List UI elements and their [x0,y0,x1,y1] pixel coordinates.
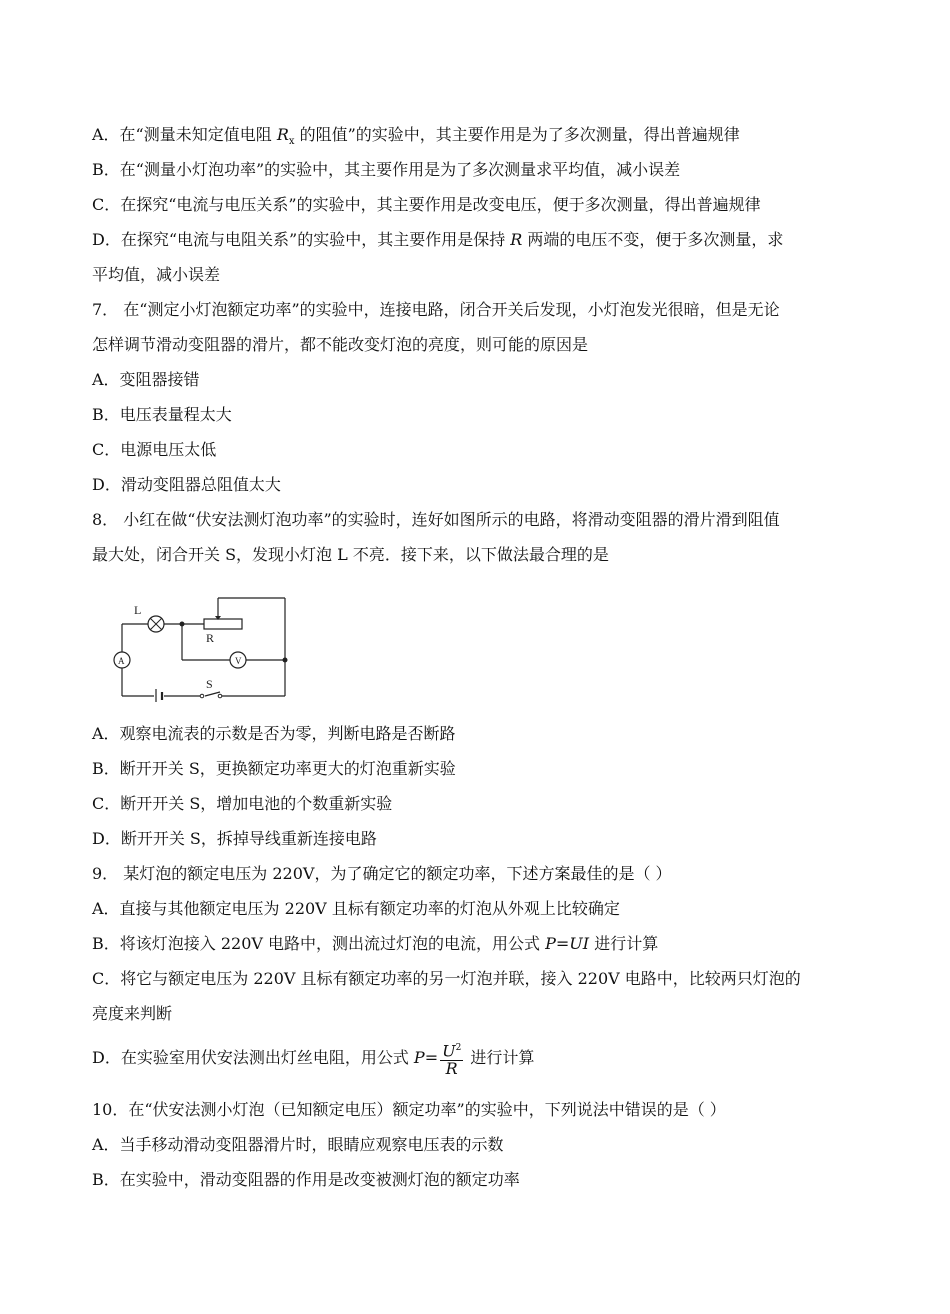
q7-option-c: C．电源电压太低 [92,440,217,459]
q8-option-d: D．断开开关 S，拆掉导线重新连接电路 [92,829,377,848]
q9-option-d: D．在实验室用伏安法测出灯丝电阻，用公式 P= $\frac{U^2}{R}$ 进行计算 [92,1041,535,1078]
rheostat [204,619,242,629]
q7-option-a: A．变阻器接错 [92,370,200,389]
ammeter-label: A [118,656,125,666]
q6-option-d-cont: 平均值，减小误差 [92,265,221,284]
q8-option-a: A．观察电流表的示数是否为零，判断电路是否断路 [92,724,456,743]
q7-option-b: B．电压表量程太大 [92,405,232,424]
rheostat-label: R [206,631,215,645]
power-formula-fraction: $\frac{U^2}{R}$ [442,1041,462,1078]
q8-stem-cont: 最大处，闭合开关 S，发现小灯泡 L 不亮．接下来，以下做法最合理的是 [92,545,609,564]
switch-label: S [206,677,213,691]
q8-option-c: C．断开开关 S，增加电池的个数重新实验 [92,794,393,813]
q6-option-d: D．在探究“电流与电阻关系”的实验中，其主要作用是保持 R 两端的电压不变，便于多次测量，求 [92,230,784,249]
switch [200,694,204,698]
q8-option-b: B．断开开关 S，更换额定功率更大的灯泡重新实验 [92,759,456,778]
q9-option-b: B．将该灯泡接入 220V 电路中，测出流过灯泡的电流，用公式 P=UI 进行计算 [92,934,659,953]
q8-stem: 8． 小红在做“伏安法测灯泡功率”的实验时，连好如图所示的电路，将滑动变阻器的滑片滑到阻值 [92,510,780,529]
q9-option-c-cont: 亮度来判断 [92,1004,173,1023]
q6-option-b: B．在“测量小灯泡功率”的实验中，其主要作用是为了多次测量求平均值，减小误差 [92,160,681,179]
q9-option-a: A．直接与其他额定电压为 220V 且标有额定功率的灯泡从外观上比较确定 [92,899,620,918]
q7-option-d: D．滑动变阻器总阻值太大 [92,475,281,494]
q7-stem: 7． 在“测定小灯泡额定功率”的实验中，连接电路，闭合开关后发现，小灯泡发光很暗，但是无论 [92,300,780,319]
q6-option-c: C．在探究“电流与电压关系”的实验中，其主要作用是改变电压，便于多次测量，得出普遍规律 [92,195,761,214]
q10-option-b: B．在实验中，滑动变阻器的作用是改变被测灯泡的额定功率 [92,1170,520,1189]
q9-option-c: C．将它与额定电压为 220V 且标有额定功率的另一灯泡并联，接入 220V 电路中，比较两只灯泡的 [92,969,801,988]
lamp-label: L [134,603,142,617]
q6-option-a: A．在“测量未知定值电阻 $R_x$ 的阻值”的实验中，其主要作用是为了多次测量，得出普遍规律 [92,125,740,148]
q9-stem: 9． 某灯泡的额定电压为 220V，为了确定它的额定功率，下述方案最佳的是（ ） [92,864,672,883]
q10-stem: 10．在“伏安法测小灯泡（已知额定电压）额定功率”的实验中，下列说法中错误的是（ ） [92,1100,726,1119]
q7-stem-cont: 怎样调节滑动变阻器的滑片，都不能改变灯泡的亮度，则可能的原因是 [92,335,589,354]
q10-option-a: A．当手移动滑动变阻器滑片时，眼睛应观察电压表的示数 [92,1135,504,1154]
circuit-diagram [100,592,300,702]
voltmeter-label: V [235,656,242,666]
